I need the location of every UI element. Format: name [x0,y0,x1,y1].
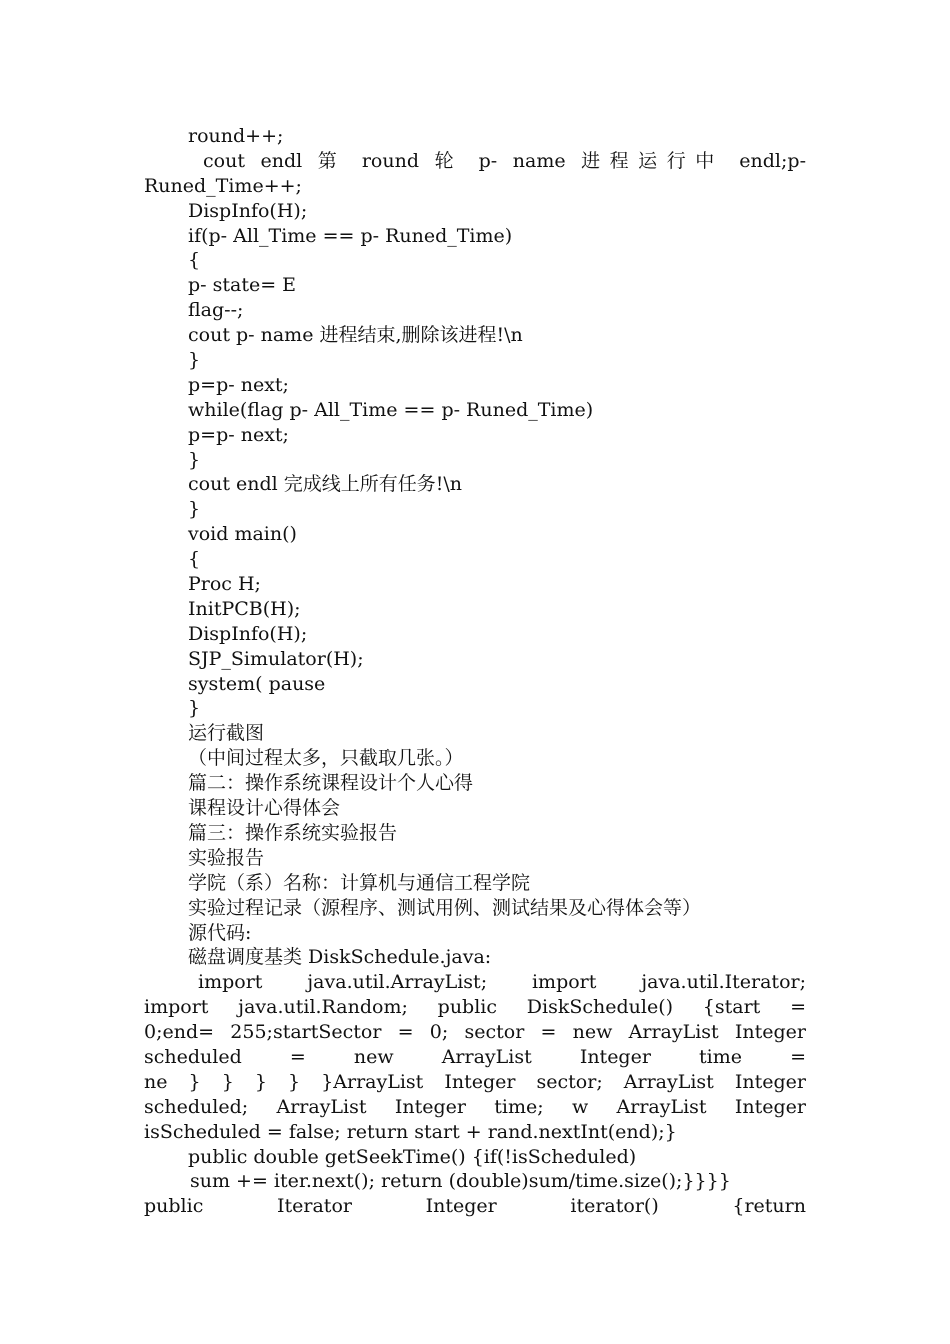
text-line: 篇二：操作系统课程设计个人心得 [188,772,474,795]
text-line: cout p- name 进程结束,删除该进程!\n [188,324,523,347]
text-line: } [188,448,201,471]
text-line: sum += iter.next(); return (double)sum/time.size();}}}} [190,1170,731,1193]
document-body [144,124,806,1219]
text-line: 实验报告 [188,846,265,869]
text-line: p=p- next; [188,373,289,396]
text-line: 实验过程记录（源程序、测试用例、测试结果及心得体会等） [188,896,702,919]
text-line: } [188,697,201,720]
text-line: flag--; [188,299,244,322]
text-line: public Iterator Integer iterator() {return [144,1195,806,1218]
text-line: import java.util.Random; public DiskSchedule() {start = [144,996,806,1019]
text-line: while(flag p- All_Time == p- Runed_Time) [188,398,594,421]
text-line: p- state= E [188,274,297,297]
text-line: round++; [188,125,284,147]
text-line: if(p- All_Time == p- Runed_Time) [188,224,513,247]
text-line: Proc H; [188,573,261,596]
text-line: import java.util.ArrayList; import java.util.Iterator; [198,971,806,994]
text-line: （中间过程太多，只截取几张。） [188,747,464,770]
text-line: } [188,349,201,372]
text-line: 0;end= 255;startSector = 0; sector = new ArrayList Integer [144,1021,806,1044]
text-line: 篇三：操作系统实验报告 [188,821,398,844]
text-line: } [188,498,201,521]
text-line: scheduled = new ArrayList Integer time = [144,1045,806,1068]
text-line: scheduled; ArrayList Integer time; w ArrayList Integer [144,1095,806,1118]
text-line: ne } } } } }ArrayList Integer sector; ArrayList Integer [144,1070,806,1093]
text-line: void main() [188,523,297,546]
text-line: 磁盘调度基类 DiskSchedule.java: [188,946,492,969]
text-line: 运行截图 [188,722,265,745]
text-line: public double getSeekTime() {if(!isScheduled) [188,1145,637,1168]
text-line: 课程设计心得体会 [188,797,341,820]
text-line: SJP_Simulator(H); [188,647,364,670]
text-line: cout endl 完成线上所有任务!\n [188,473,463,496]
text-line: DispInfo(H); [188,622,308,645]
text-line: 源代码: [188,921,252,944]
text-line: InitPCB(H); [188,597,301,620]
text-line: cout endl 第 round 轮 p- name 进程运行中 endl;p- [203,149,806,172]
text-line: 学院（系）名称：计算机与通信工程学院 [188,871,531,894]
text-line: { [188,548,201,571]
text-line: { [188,249,201,272]
text-line: DispInfo(H); [188,199,308,222]
text-line: system( pause [188,672,326,695]
text-line: p=p- next; [188,423,289,446]
text-line: isScheduled = false; return start + rand.nextInt(end);} [144,1120,677,1143]
text-line: Runed_Time++; [144,174,302,197]
